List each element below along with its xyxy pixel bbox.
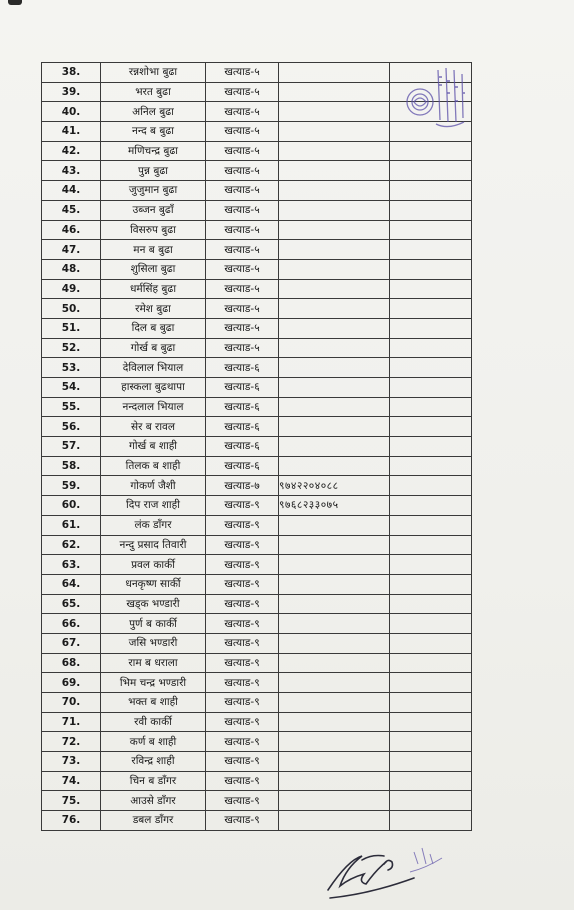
signature-cell bbox=[390, 752, 472, 772]
ward-address: खत्याड-५ bbox=[206, 279, 279, 299]
signature-cell bbox=[390, 299, 472, 319]
serial-number: 62. bbox=[42, 535, 101, 555]
phone-number bbox=[279, 397, 390, 417]
signature-cell bbox=[390, 200, 472, 220]
table-row bbox=[42, 555, 472, 575]
signature-cell bbox=[390, 535, 472, 555]
person-name: नन्दु प्रसाद तिवारी bbox=[101, 535, 206, 555]
serial-number: 60. bbox=[42, 496, 101, 516]
serial-number: 74. bbox=[42, 771, 101, 791]
signature-cell bbox=[390, 397, 472, 417]
phone-number: ९७४२२०४०८८ bbox=[279, 476, 390, 496]
signature-cell bbox=[390, 417, 472, 437]
signature-cell bbox=[390, 614, 472, 634]
phone-number bbox=[279, 63, 390, 83]
table-row bbox=[42, 378, 472, 398]
ward-address: खत्याड-६ bbox=[206, 437, 279, 457]
ward-address: खत्याड-९ bbox=[206, 811, 279, 831]
serial-number: 59. bbox=[42, 476, 101, 496]
serial-number: 57. bbox=[42, 437, 101, 457]
signature-cell bbox=[390, 141, 472, 161]
person-name: अनिल बुढा bbox=[101, 102, 206, 122]
table-row bbox=[42, 653, 472, 673]
phone-number bbox=[279, 791, 390, 811]
ward-address: खत्याड-५ bbox=[206, 220, 279, 240]
table-row bbox=[42, 752, 472, 772]
table-row bbox=[42, 594, 472, 614]
ward-address: खत्याड-६ bbox=[206, 417, 279, 437]
phone-number bbox=[279, 102, 390, 122]
signature-cell bbox=[390, 732, 472, 752]
roster-table bbox=[41, 62, 472, 831]
person-name: तिलक ब शाही bbox=[101, 456, 206, 476]
person-name: धनकृष्ण सार्की bbox=[101, 574, 206, 594]
phone-number bbox=[279, 614, 390, 634]
person-name: जुजुमान बुढा bbox=[101, 181, 206, 201]
person-name: भिम चन्द्र भण्डारी bbox=[101, 673, 206, 693]
person-name: विसरुप बुढा bbox=[101, 220, 206, 240]
ward-address: खत्याड-९ bbox=[206, 771, 279, 791]
person-name: मणिचन्द्र बुढा bbox=[101, 141, 206, 161]
serial-number: 68. bbox=[42, 653, 101, 673]
serial-number: 75. bbox=[42, 791, 101, 811]
ward-address: खत्याड-९ bbox=[206, 574, 279, 594]
phone-number bbox=[279, 220, 390, 240]
signature-cell bbox=[390, 358, 472, 378]
signature-cell bbox=[390, 811, 472, 831]
ward-address: खत्याड-९ bbox=[206, 633, 279, 653]
phone-number bbox=[279, 437, 390, 457]
phone-number bbox=[279, 732, 390, 752]
phone-number bbox=[279, 378, 390, 398]
ward-address: खत्याड-५ bbox=[206, 338, 279, 358]
serial-number: 72. bbox=[42, 732, 101, 752]
signature-cell bbox=[390, 594, 472, 614]
table-row bbox=[42, 437, 472, 457]
table-row bbox=[42, 614, 472, 634]
ward-address: खत्याड-७ bbox=[206, 476, 279, 496]
signature-cell bbox=[390, 338, 472, 358]
signature-cell bbox=[390, 437, 472, 457]
phone-number bbox=[279, 358, 390, 378]
table-row bbox=[42, 200, 472, 220]
signature-cell bbox=[390, 496, 472, 516]
table-row bbox=[42, 358, 472, 378]
ward-address: खत्याड-९ bbox=[206, 555, 279, 575]
signature-cell bbox=[390, 633, 472, 653]
ward-address: खत्याड-९ bbox=[206, 712, 279, 732]
serial-number: 56. bbox=[42, 417, 101, 437]
serial-number: 64. bbox=[42, 574, 101, 594]
serial-number: 51. bbox=[42, 318, 101, 338]
table-row bbox=[42, 240, 472, 260]
signature-cell bbox=[390, 181, 472, 201]
table-row bbox=[42, 259, 472, 279]
phone-number: ९७६८२३३०७५ bbox=[279, 496, 390, 516]
serial-number: 39. bbox=[42, 82, 101, 102]
person-name: देविलाल भियाल bbox=[101, 358, 206, 378]
person-name: हास्कला बुढथापा bbox=[101, 378, 206, 398]
page-corner-mark bbox=[8, 0, 22, 5]
serial-number: 55. bbox=[42, 397, 101, 417]
phone-number bbox=[279, 82, 390, 102]
person-name: पुर्ण ब कार्की bbox=[101, 614, 206, 634]
person-name: रवी कार्की bbox=[101, 712, 206, 732]
table-row bbox=[42, 673, 472, 693]
ward-address: खत्याड-५ bbox=[206, 181, 279, 201]
person-name: रन्नशोभा बुढा bbox=[101, 63, 206, 83]
signature-cell bbox=[390, 574, 472, 594]
serial-number: 48. bbox=[42, 259, 101, 279]
table-row bbox=[42, 279, 472, 299]
ward-address: खत्याड-६ bbox=[206, 358, 279, 378]
person-name: लंक डाँगर bbox=[101, 515, 206, 535]
table-row bbox=[42, 397, 472, 417]
table-row bbox=[42, 811, 472, 831]
phone-number bbox=[279, 633, 390, 653]
phone-number bbox=[279, 594, 390, 614]
ward-address: खत्याड-९ bbox=[206, 594, 279, 614]
table-row bbox=[42, 318, 472, 338]
table-row bbox=[42, 693, 472, 713]
table-row bbox=[42, 732, 472, 752]
person-name: गोकर्ण जैशी bbox=[101, 476, 206, 496]
ward-address: खत्याड-५ bbox=[206, 63, 279, 83]
phone-number bbox=[279, 181, 390, 201]
signature-cell bbox=[390, 279, 472, 299]
phone-number bbox=[279, 693, 390, 713]
ward-address: खत्याड-५ bbox=[206, 141, 279, 161]
phone-number bbox=[279, 752, 390, 772]
person-name: राम ब धराला bbox=[101, 653, 206, 673]
serial-number: 63. bbox=[42, 555, 101, 575]
phone-number bbox=[279, 318, 390, 338]
serial-number: 73. bbox=[42, 752, 101, 772]
person-name: भरत बुढा bbox=[101, 82, 206, 102]
ward-address: खत्याड-९ bbox=[206, 693, 279, 713]
person-name: पुन्न बुढा bbox=[101, 161, 206, 181]
serial-number: 49. bbox=[42, 279, 101, 299]
signature-cell bbox=[390, 220, 472, 240]
phone-number bbox=[279, 240, 390, 260]
ward-address: खत्याड-६ bbox=[206, 397, 279, 417]
ward-address: खत्याड-९ bbox=[206, 752, 279, 772]
table-row bbox=[42, 338, 472, 358]
phone-number bbox=[279, 299, 390, 319]
table-row bbox=[42, 299, 472, 319]
signature-cell bbox=[390, 378, 472, 398]
ward-address: खत्याड-५ bbox=[206, 102, 279, 122]
phone-number bbox=[279, 574, 390, 594]
serial-number: 76. bbox=[42, 811, 101, 831]
person-name: नन्दलाल भियाल bbox=[101, 397, 206, 417]
signature-cell bbox=[390, 515, 472, 535]
table-row bbox=[42, 712, 472, 732]
phone-number bbox=[279, 555, 390, 575]
serial-number: 40. bbox=[42, 102, 101, 122]
phone-number bbox=[279, 141, 390, 161]
serial-number: 67. bbox=[42, 633, 101, 653]
serial-number: 52. bbox=[42, 338, 101, 358]
table-row bbox=[42, 141, 472, 161]
phone-number bbox=[279, 712, 390, 732]
signature-cell bbox=[390, 653, 472, 673]
ward-address: खत्याड-५ bbox=[206, 318, 279, 338]
ward-address: खत्याड-५ bbox=[206, 240, 279, 260]
ward-address: खत्याड-५ bbox=[206, 82, 279, 102]
table-row bbox=[42, 456, 472, 476]
ward-address: खत्याड-५ bbox=[206, 259, 279, 279]
phone-number bbox=[279, 811, 390, 831]
ward-address: खत्याड-९ bbox=[206, 653, 279, 673]
table-row bbox=[42, 181, 472, 201]
person-name: गोर्ख ब शाही bbox=[101, 437, 206, 457]
serial-number: 44. bbox=[42, 181, 101, 201]
serial-number: 53. bbox=[42, 358, 101, 378]
phone-number bbox=[279, 200, 390, 220]
phone-number bbox=[279, 515, 390, 535]
person-name: नन्द ब बुढा bbox=[101, 122, 206, 142]
serial-number: 38. bbox=[42, 63, 101, 83]
phone-number bbox=[279, 259, 390, 279]
table-row bbox=[42, 476, 472, 496]
table-row bbox=[42, 496, 472, 516]
serial-number: 66. bbox=[42, 614, 101, 634]
signature-cell bbox=[390, 693, 472, 713]
phone-number bbox=[279, 535, 390, 555]
serial-number: 41. bbox=[42, 122, 101, 142]
ward-address: खत्याड-६ bbox=[206, 456, 279, 476]
serial-number: 43. bbox=[42, 161, 101, 181]
person-name: गोर्ख ब बुढा bbox=[101, 338, 206, 358]
phone-number bbox=[279, 417, 390, 437]
signature-cell bbox=[390, 259, 472, 279]
person-name: रविन्द्र शाही bbox=[101, 752, 206, 772]
office-stamp-icon bbox=[402, 62, 470, 140]
person-name: सेर ब रावल bbox=[101, 417, 206, 437]
serial-number: 61. bbox=[42, 515, 101, 535]
person-name: आउसे डाँगर bbox=[101, 791, 206, 811]
person-name: चिन ब डाँगर bbox=[101, 771, 206, 791]
phone-number bbox=[279, 279, 390, 299]
ward-address: खत्याड-९ bbox=[206, 535, 279, 555]
signature-cell bbox=[390, 161, 472, 181]
ward-address: खत्याड-५ bbox=[206, 200, 279, 220]
table-row bbox=[42, 771, 472, 791]
serial-number: 70. bbox=[42, 693, 101, 713]
ward-address: खत्याड-९ bbox=[206, 614, 279, 634]
serial-number: 46. bbox=[42, 220, 101, 240]
signature-cell bbox=[390, 771, 472, 791]
table-row bbox=[42, 417, 472, 437]
table-row bbox=[42, 574, 472, 594]
serial-number: 69. bbox=[42, 673, 101, 693]
roster-body bbox=[42, 63, 472, 831]
ward-address: खत्याड-९ bbox=[206, 791, 279, 811]
signature-cell bbox=[390, 673, 472, 693]
table-row bbox=[42, 220, 472, 240]
ward-address: खत्याड-९ bbox=[206, 732, 279, 752]
person-name: मन ब बुढा bbox=[101, 240, 206, 260]
person-name: खड्क भण्डारी bbox=[101, 594, 206, 614]
phone-number bbox=[279, 338, 390, 358]
person-name: उब्जन बुढाँ bbox=[101, 200, 206, 220]
serial-number: 50. bbox=[42, 299, 101, 319]
signature-cell bbox=[390, 318, 472, 338]
signature-cell bbox=[390, 240, 472, 260]
signature-icon bbox=[322, 842, 452, 902]
phone-number bbox=[279, 161, 390, 181]
serial-number: 65. bbox=[42, 594, 101, 614]
person-name: भक्त ब शाही bbox=[101, 693, 206, 713]
person-name: डबल डाँगर bbox=[101, 811, 206, 831]
person-name: जसि भण्डारी bbox=[101, 633, 206, 653]
person-name: शुसिला बुढा bbox=[101, 259, 206, 279]
ward-address: खत्याड-९ bbox=[206, 496, 279, 516]
serial-number: 45. bbox=[42, 200, 101, 220]
person-name: धर्मसिंह बुढा bbox=[101, 279, 206, 299]
table-row bbox=[42, 161, 472, 181]
signature-cell bbox=[390, 712, 472, 732]
ward-address: खत्याड-५ bbox=[206, 299, 279, 319]
table-row bbox=[42, 515, 472, 535]
ward-address: खत्याड-५ bbox=[206, 161, 279, 181]
phone-number bbox=[279, 673, 390, 693]
signature-cell bbox=[390, 456, 472, 476]
table-row bbox=[42, 791, 472, 811]
serial-number: 58. bbox=[42, 456, 101, 476]
table-row bbox=[42, 633, 472, 653]
serial-number: 54. bbox=[42, 378, 101, 398]
signature-cell bbox=[390, 791, 472, 811]
ward-address: खत्याड-९ bbox=[206, 673, 279, 693]
person-name: दिल ब बुढा bbox=[101, 318, 206, 338]
person-name: दिप राज शाही bbox=[101, 496, 206, 516]
serial-number: 42. bbox=[42, 141, 101, 161]
person-name: रमेश बुढा bbox=[101, 299, 206, 319]
ward-address: खत्याड-६ bbox=[206, 378, 279, 398]
phone-number bbox=[279, 771, 390, 791]
phone-number bbox=[279, 122, 390, 142]
person-name: प्रवल कार्की bbox=[101, 555, 206, 575]
person-name: कर्ण ब शाही bbox=[101, 732, 206, 752]
ward-address: खत्याड-९ bbox=[206, 515, 279, 535]
ward-address: खत्याड-५ bbox=[206, 122, 279, 142]
table-row bbox=[42, 535, 472, 555]
signature-cell bbox=[390, 476, 472, 496]
serial-number: 71. bbox=[42, 712, 101, 732]
phone-number bbox=[279, 653, 390, 673]
phone-number bbox=[279, 456, 390, 476]
signature-cell bbox=[390, 555, 472, 575]
serial-number: 47. bbox=[42, 240, 101, 260]
